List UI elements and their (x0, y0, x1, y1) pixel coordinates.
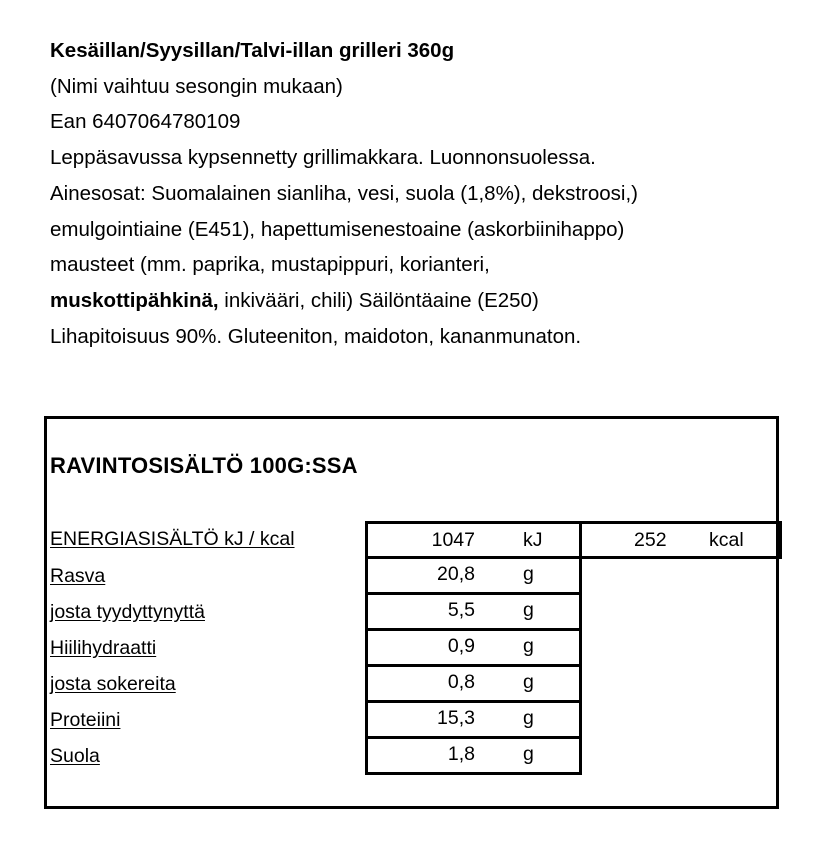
nutrient-value: 20,8 (437, 562, 475, 585)
nutrient-label: Suola (50, 745, 100, 767)
nutrient-value: 0,8 (447, 670, 475, 693)
nutrient-value-cell (365, 592, 582, 631)
ingredients-line-1: Ainesosat: Suomalainen sianliha, vesi, suola (1,8%), dekstroosi,) (50, 181, 638, 205)
nutrient-unit: g (523, 670, 534, 693)
nutrient-unit: g (523, 634, 534, 657)
product-title: Kesäillan/Syysillan/Talvi-illan grilleri 360g (50, 39, 455, 62)
energy-label: ENERGIASISÄLTÖ kJ / kcal (50, 528, 295, 550)
ean-code: Ean 6407064780109 (50, 110, 241, 134)
energy-kj-value: 1047 (431, 528, 475, 551)
ingredients-line-3: mausteet (mm. paprika, mustapippuri, korianteri, (50, 253, 490, 277)
nutrient-value-cell (365, 700, 582, 739)
product-summary: Leppäsavussa kypsennetty grillimakkara. Luonnonsuolessa. (50, 146, 596, 170)
nutrient-unit: g (523, 706, 534, 729)
energy-kj-cell (365, 521, 582, 559)
nutrient-unit: g (523, 562, 534, 585)
nutrient-label: Proteiini (50, 709, 121, 731)
energy-kcal-cell (579, 521, 782, 559)
energy-kcal-value: 252 (634, 528, 667, 551)
nutrient-value: 1,8 (447, 742, 475, 765)
nutrient-unit: g (523, 598, 534, 621)
nutrient-value-cell (365, 664, 582, 703)
name-note: (Nimi vaihtuu sesongin mukaan) (50, 74, 343, 98)
nutrient-value-cell (365, 628, 582, 667)
nutrient-value: 5,5 (447, 598, 475, 621)
nutrient-value: 0,9 (447, 634, 475, 657)
nutrient-unit: g (523, 742, 534, 765)
nutrient-label: Rasva (50, 565, 106, 587)
product-description (50, 33, 810, 354)
nutrient-value-cell (365, 556, 582, 595)
energy-kcal-unit: kcal (709, 528, 744, 551)
allergen-highlight: muskottipähkinä, (50, 288, 219, 312)
ingredients-line-4-rest: inkivääri, chili) Säilöntäaine (E250) (218, 288, 539, 312)
nutrient-value-cell (365, 736, 582, 775)
energy-kj-unit: kJ (523, 528, 543, 551)
nutrition-title: RAVINTOSISÄLTÖ 100G:SSA (50, 453, 358, 478)
nutrient-label: Hiilihydraatti (50, 637, 157, 659)
ingredients-line-2: emulgointiaine (E451), hapettumisenestoaine (askorbiinihappo) (50, 217, 625, 241)
nutrient-value: 15,3 (437, 706, 475, 729)
nutrient-label: josta sokereita (50, 673, 176, 695)
ingredients-line-4 (50, 283, 810, 319)
meat-content: Lihapitoisuus 90%. Gluteeniton, maidoton, kananmunaton. (50, 324, 582, 348)
nutrient-label: josta tyydyttynyttä (50, 601, 205, 623)
